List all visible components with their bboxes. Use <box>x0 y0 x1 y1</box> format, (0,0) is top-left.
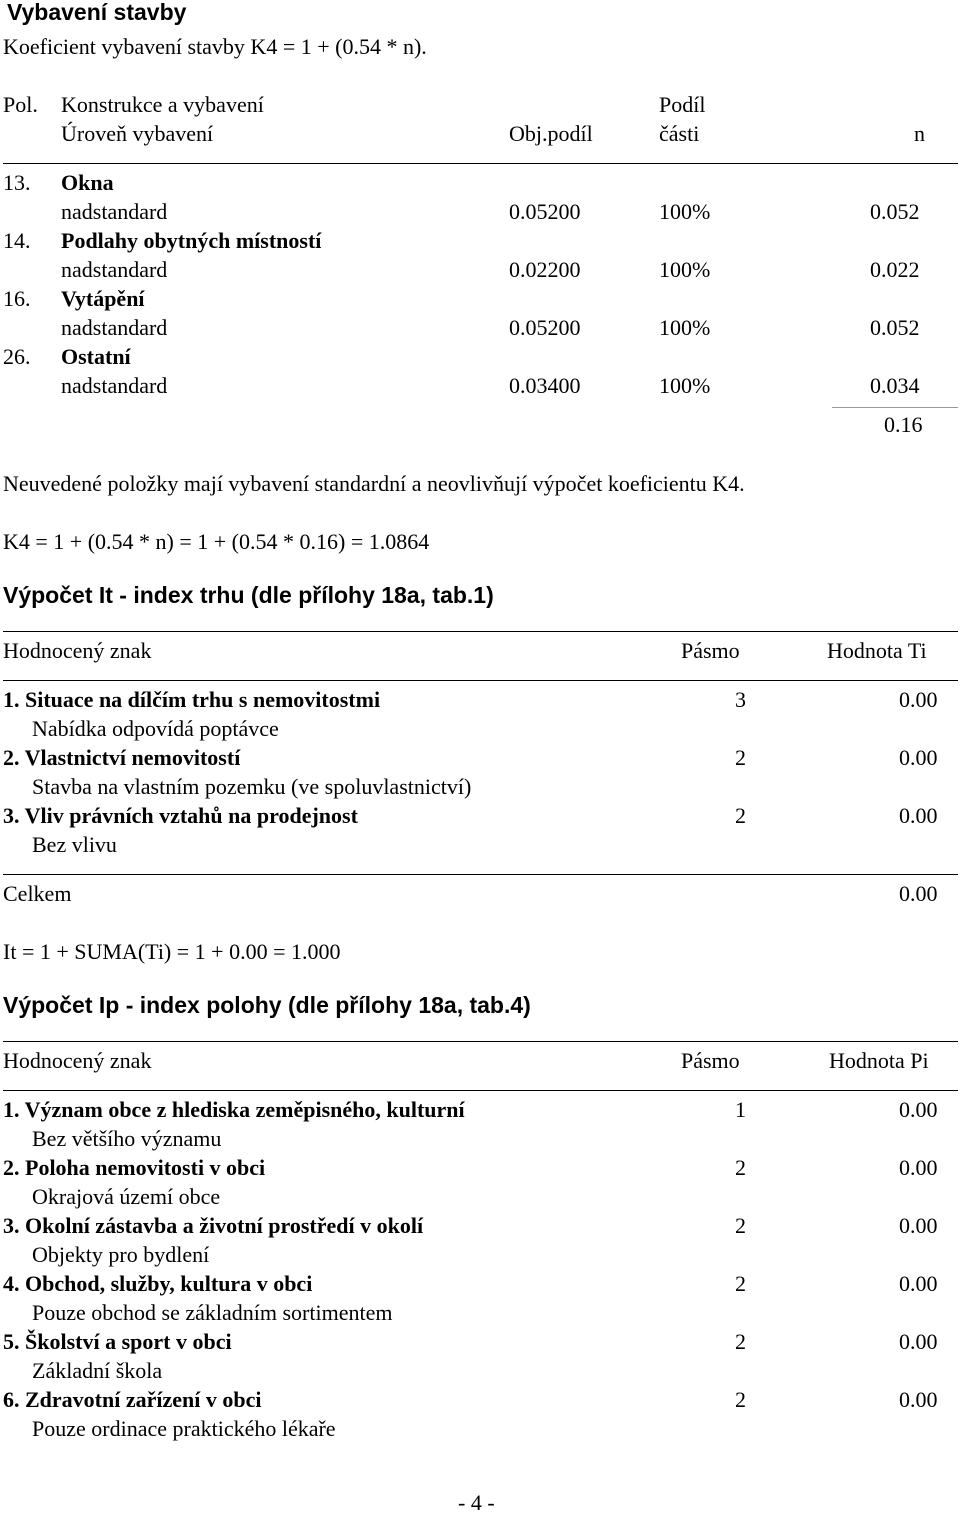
header-divider <box>3 163 958 164</box>
row-part-share: 100% <box>659 257 711 282</box>
criterion-value: 0.00 <box>899 687 938 712</box>
row-obj-share: 0.02200 <box>509 257 581 282</box>
criterion-title: 2. Poloha nemovitosti v obci <box>3 1155 266 1180</box>
total-label: Celkem <box>3 881 72 906</box>
n-total: 0.16 <box>884 412 923 437</box>
row-n-value: 0.052 <box>870 315 920 340</box>
column-pasmo: Pásmo <box>681 638 740 663</box>
row-name: Okna <box>61 170 114 195</box>
sum-divider <box>832 407 958 408</box>
row-level: nadstandard <box>61 373 168 398</box>
criterion-band: 2 <box>735 1271 746 1296</box>
column-hodnoceny-znak: Hodnocený znak <box>3 638 152 663</box>
criterion-value: 0.00 <box>899 745 938 770</box>
criterion-band: 3 <box>735 687 746 712</box>
criterion-band: 2 <box>735 1155 746 1180</box>
criterion-band: 1 <box>735 1097 746 1122</box>
criterion-value: 0.00 <box>899 1213 938 1238</box>
criterion-value: 0.00 <box>899 1329 938 1354</box>
row-part-share: 100% <box>659 199 711 224</box>
row-n-value: 0.034 <box>870 373 920 398</box>
criterion-title: 2. Vlastnictví nemovitostí <box>3 745 241 770</box>
table-top-rule <box>3 1041 958 1042</box>
note-standard-items: Neuvedené položky mají vybavení standardní a neovlivňují výpočet koeficientu K4. <box>3 471 745 496</box>
page-number: - 4 - <box>458 1490 495 1515</box>
header-uroven: Úroveň vybavení <box>61 121 214 146</box>
section-title-index-polohy: Výpočet Ip - index polohy (dle přílohy 18a, tab.4) <box>3 992 531 1018</box>
criterion-value: 0.00 <box>899 803 938 828</box>
criterion-title: 5. Školství a sport v obci <box>3 1329 232 1354</box>
criterion-value: 0.00 <box>899 1155 938 1180</box>
section-title-vybaveni: Vybavení stavby <box>7 0 187 25</box>
row-level: nadstandard <box>61 257 168 282</box>
k4-calculation: K4 = 1 + (0.54 * n) = 1 + (0.54 * 0.16) = 1.0864 <box>3 529 430 554</box>
total-rule <box>3 874 958 875</box>
criterion-description: Pouze ordinace praktického lékaře <box>32 1416 336 1441</box>
criterion-title: 6. Zdravotní zařízení v obci <box>3 1387 262 1412</box>
criterion-value: 0.00 <box>899 1387 938 1412</box>
header-pol: Pol. <box>3 92 38 117</box>
section-title-index-trhu: Výpočet It - index trhu (dle přílohy 18a, tab.1) <box>3 582 494 608</box>
table-header-rule <box>3 1090 958 1091</box>
header-objpodil: Obj.podíl <box>509 121 593 146</box>
header-podil-line2: části <box>659 121 700 146</box>
table-top-rule <box>3 631 958 632</box>
row-n-value: 0.052 <box>870 199 920 224</box>
criterion-band: 2 <box>735 803 746 828</box>
criterion-title: 4. Obchod, služby, kultura v obci <box>3 1271 313 1296</box>
column-hodnota-ti: Hodnota Ti <box>827 638 927 663</box>
criterion-band: 2 <box>735 1213 746 1238</box>
criterion-band: 2 <box>735 745 746 770</box>
criterion-description: Stavba na vlastním pozemku (ve spoluvlastnictví) <box>32 774 472 799</box>
row-level: nadstandard <box>61 199 168 224</box>
row-obj-share: 0.03400 <box>509 373 581 398</box>
criterion-description: Pouze obchod se základním sortimentem <box>32 1300 393 1325</box>
criterion-title: 3. Okolní zástavba a životní prostředí v okolí <box>3 1213 424 1238</box>
row-part-share: 100% <box>659 315 711 340</box>
row-number: 14. <box>3 228 31 253</box>
column-hodnota-pi: Hodnota Pi <box>829 1048 929 1073</box>
it-calculation: It = 1 + SUMA(Ti) = 1 + 0.00 = 1.000 <box>3 939 341 964</box>
row-obj-share: 0.05200 <box>509 315 581 340</box>
criterion-band: 2 <box>735 1329 746 1354</box>
row-number: 26. <box>3 344 31 369</box>
row-name: Ostatní <box>61 344 131 369</box>
header-podil-line1: Podíl <box>659 92 706 117</box>
row-obj-share: 0.05200 <box>509 199 581 224</box>
criterion-description: Okrajová území obce <box>32 1184 221 1209</box>
criterion-description: Nabídka odpovídá poptávce <box>32 716 279 741</box>
row-name: Vytápění <box>61 286 145 311</box>
criterion-description: Bez většího významu <box>32 1126 222 1151</box>
row-number: 13. <box>3 170 31 195</box>
k4-formula-description: Koeficient vybavení stavby K4 = 1 + (0.54 * n). <box>3 34 427 59</box>
row-part-share: 100% <box>659 373 711 398</box>
header-konstrukce: Konstrukce a vybavení <box>61 92 264 117</box>
criterion-title: 3. Vliv právních vztahů na prodejnost <box>3 803 358 828</box>
total-value: 0.00 <box>899 881 938 906</box>
criterion-description: Bez vlivu <box>32 832 117 857</box>
header-n: n <box>914 121 925 146</box>
criterion-title: 1. Význam obce z hlediska zeměpisného, kulturní <box>3 1097 465 1122</box>
row-name: Podlahy obytných místností <box>61 228 322 253</box>
table-header-rule <box>3 680 958 681</box>
criterion-band: 2 <box>735 1387 746 1412</box>
row-n-value: 0.022 <box>870 257 920 282</box>
criterion-description: Objekty pro bydlení <box>32 1242 210 1267</box>
column-hodnoceny-znak: Hodnocený znak <box>3 1048 152 1073</box>
criterion-value: 0.00 <box>899 1097 938 1122</box>
column-pasmo: Pásmo <box>681 1048 740 1073</box>
criterion-value: 0.00 <box>899 1271 938 1296</box>
row-number: 16. <box>3 286 31 311</box>
criterion-title: 1. Situace na dílčím trhu s nemovitostmi <box>3 687 381 712</box>
criterion-description: Základní škola <box>32 1358 163 1383</box>
row-level: nadstandard <box>61 315 168 340</box>
